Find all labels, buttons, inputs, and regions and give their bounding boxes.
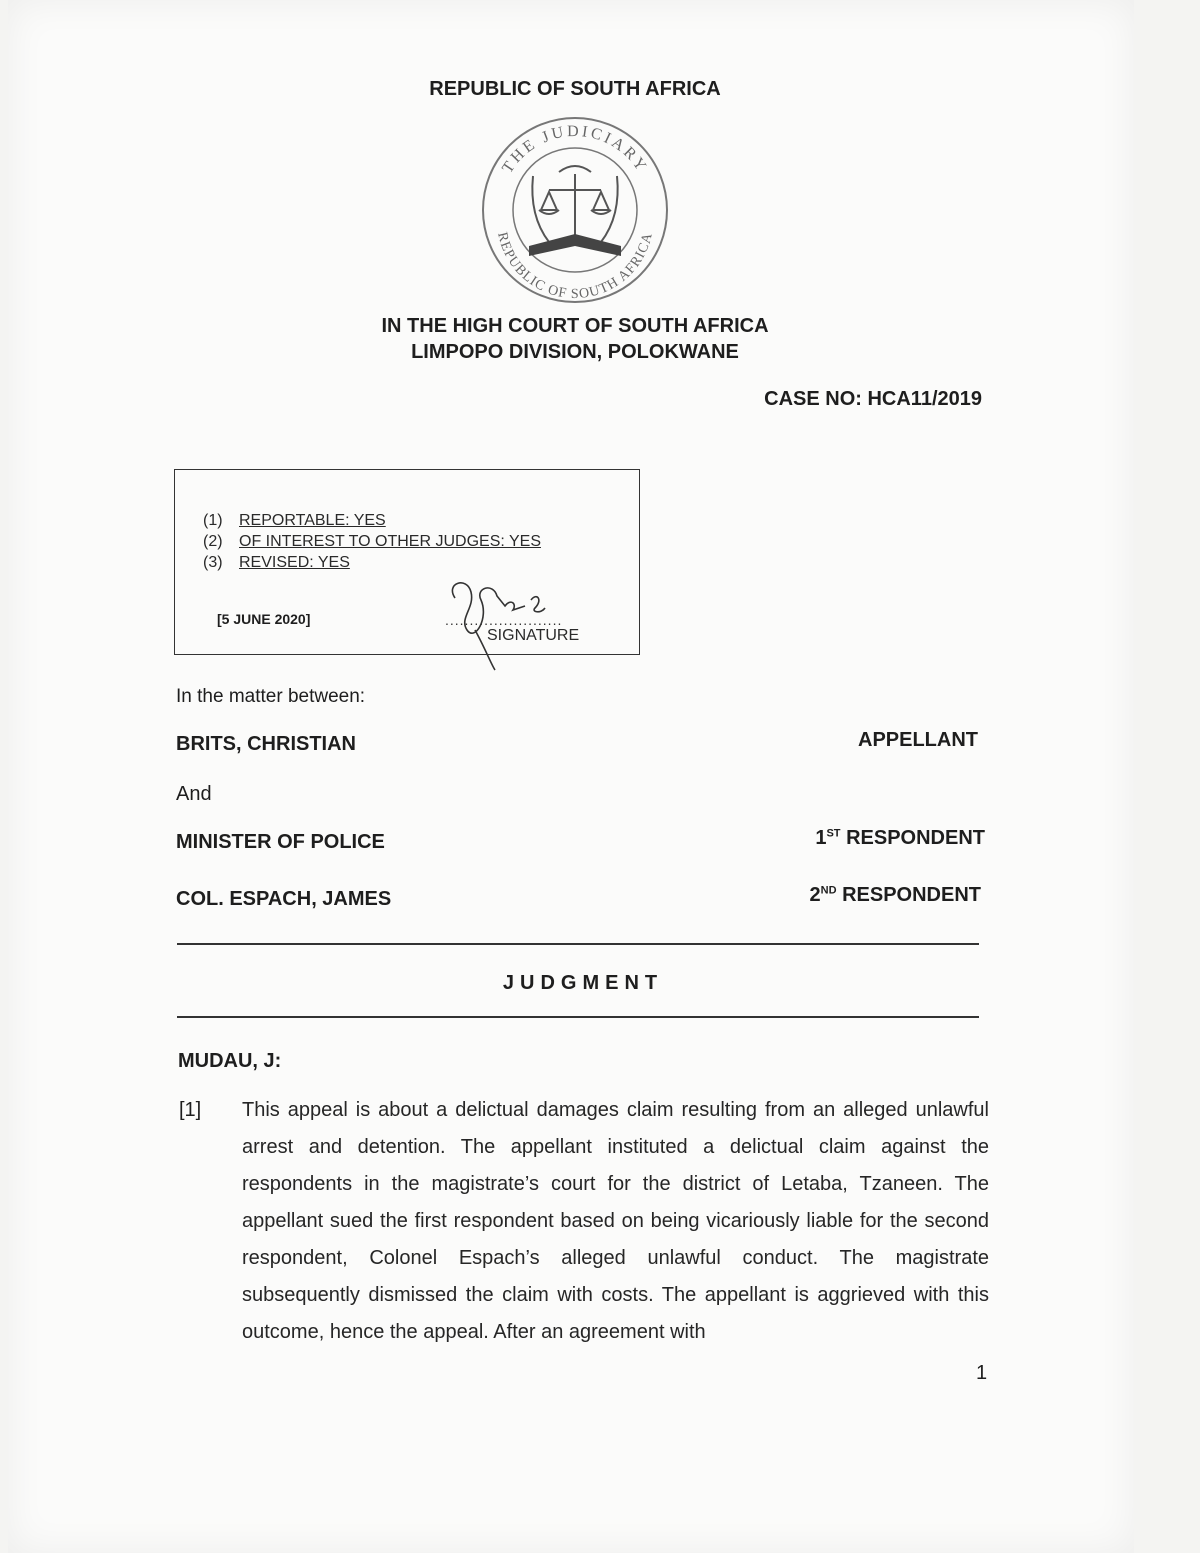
judgment-date: [5 JUNE 2020]	[217, 611, 311, 627]
court-name: IN THE HIGH COURT OF SOUTH AFRICA	[381, 315, 769, 337]
court-division: LIMPOPO DIVISION, POLOKWANE	[411, 341, 739, 363]
respondent1-role: 1ST RESPONDENT	[815, 827, 985, 849]
handwritten-signature	[445, 578, 565, 673]
respondent2-role: 2ND RESPONDENT	[809, 884, 981, 906]
divider-top	[177, 943, 979, 945]
list-item: (2) OF INTEREST TO OTHER JUDGES: YES	[203, 533, 541, 550]
respondent1-name: MINISTER OF POLICE	[176, 831, 385, 853]
country-heading: REPUBLIC OF SOUTH AFRICA	[429, 78, 721, 100]
judgment-heading: JUDGMENT	[502, 972, 664, 994]
list-item: (3) REVISED: YES	[203, 554, 350, 571]
signature-line: ........................	[445, 612, 563, 628]
paragraph-number: [1]	[179, 1099, 202, 1121]
reportability-box	[174, 469, 640, 655]
case-number: CASE NO: HCA11/2019	[764, 388, 982, 410]
signature-label: SIGNATURE	[487, 627, 580, 644]
party-conjunction: And	[176, 783, 212, 805]
paragraph-text: This appeal is about a delictual damages claim resulting from an alleged unlawful arrest and detention. The appellant instituted a delictual claim against the respondents in the magistrate’s court for the district of Letaba, Tzaneen. The appellant sued the first respondent based on being vicariously liable for the second respondent, Colonel Espach’s alleged unlawful conduct. The magistrate subsequently dismissed the claim with costs. The appellant is aggrieved with this outcome, hence the appeal. After an agreement with	[242, 1099, 989, 1343]
page-number: 1	[976, 1362, 988, 1384]
respondent2-name: COL. ESPACH, JAMES	[176, 888, 392, 910]
seal-text-bottom: REPUBLIC OF SOUTH AFRICA	[494, 230, 656, 302]
appellant-role: APPELLANT	[858, 729, 978, 751]
seal-text-top: THE JUDICIARY	[499, 122, 651, 177]
list-item: (1) REPORTABLE: YES	[203, 512, 386, 529]
judge-name: MUDAU, J:	[178, 1050, 282, 1072]
matter-intro: In the matter between:	[176, 686, 366, 707]
divider-bottom	[177, 1016, 979, 1018]
svg-text:THE JUDICIARY	[499, 123, 651, 176]
appellant-name: BRITS, CHRISTIAN	[176, 733, 356, 755]
reportability-list	[203, 510, 541, 573]
judiciary-seal	[479, 116, 671, 304]
